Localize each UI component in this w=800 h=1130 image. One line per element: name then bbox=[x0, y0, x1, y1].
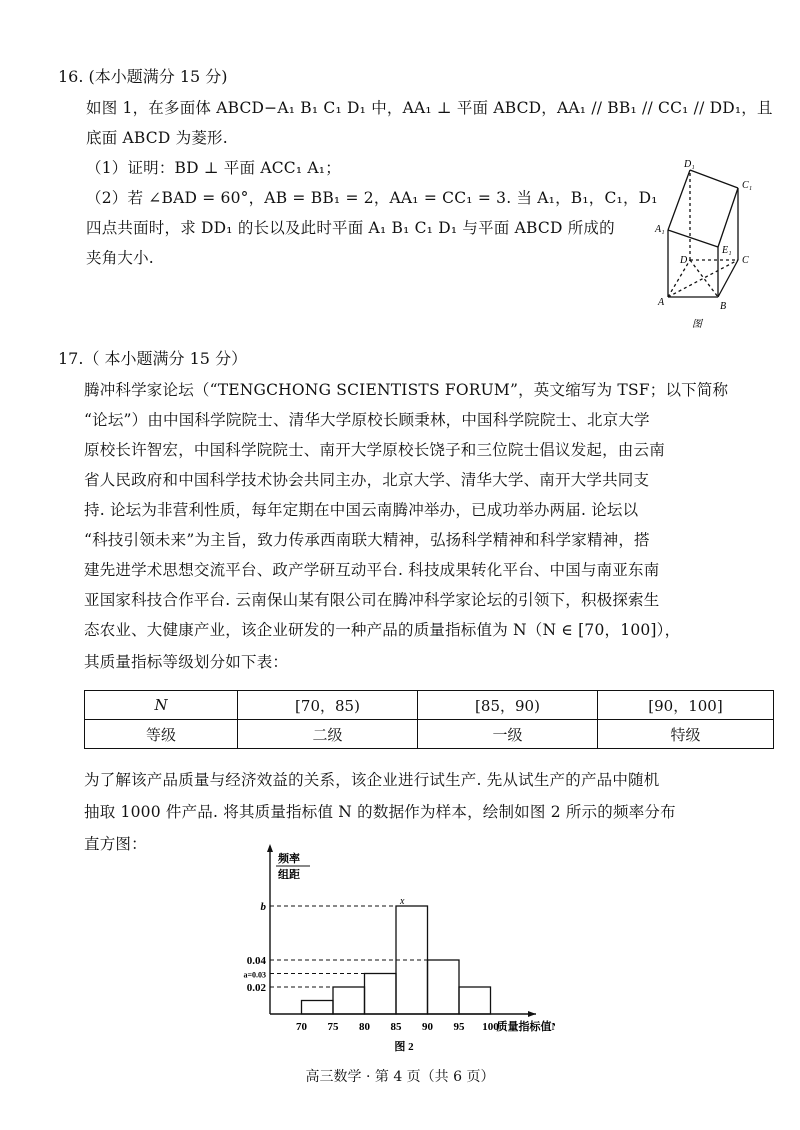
table-cell: 一级 bbox=[418, 720, 598, 749]
q17-line-8: 亚国家科技合作平台. 云南保山某有限公司在腾冲科学家论坛的引领下，积极探索生 bbox=[84, 591, 660, 609]
polyhedron-drawing bbox=[652, 155, 772, 335]
table-cell: N bbox=[85, 691, 238, 720]
figure-1-caption: 图 bbox=[692, 319, 702, 330]
x-tick-label: 75 bbox=[327, 1021, 339, 1033]
q17-line-1: 腾冲科学家论坛（“TENGCHONG SCIENTISTS FORUM”，英文缩写为 TSF；以下简称 bbox=[84, 381, 729, 399]
grade-table-header-row bbox=[85, 691, 774, 720]
q17-line-10: 其质量指标等级划分如下表： bbox=[84, 653, 289, 671]
histogram-svg bbox=[225, 842, 555, 1057]
q16-header: 16. (本小题满分 15 分) bbox=[58, 67, 228, 86]
table-cell: [70，85) bbox=[238, 691, 418, 720]
histogram-bar bbox=[428, 960, 460, 1014]
x-axis-arrow bbox=[528, 1011, 536, 1017]
table-cell: 特级 bbox=[598, 720, 774, 749]
label-C1: C₁ bbox=[742, 180, 753, 191]
y-axis-arrow bbox=[267, 844, 273, 852]
y-tick-label: 0.04 bbox=[246, 955, 266, 967]
histogram-bar bbox=[365, 974, 397, 1015]
figure-1-polyhedron bbox=[652, 155, 772, 335]
q17-line-3: 原校长许智宏，中国科学院院士、南开大学原校长饶子和三位院士倡议发起，由云南 bbox=[84, 441, 665, 459]
label-D1: D₁ bbox=[684, 159, 695, 170]
y-tick-label: b bbox=[260, 901, 266, 913]
page-footer: 高三数学 · 第 4 页（共 6 页） bbox=[305, 1069, 495, 1085]
q17-after-line-3: 直方图： bbox=[84, 835, 147, 853]
q17-line-6: “科技引领未来”为主旨，致力传承西南联大精神，弘扬科学精神和科学家精神，搭 bbox=[84, 531, 650, 549]
x-tick-label: 70 bbox=[296, 1021, 307, 1033]
x-tick-label: 100 bbox=[482, 1021, 499, 1033]
q16-line-5: 四点共面时，求 DD₁ 的长以及此时平面 A₁ B₁ C₁ D₁ 与平面 ABCD 所成的 bbox=[86, 219, 615, 237]
y-tick-label: a=0.03 bbox=[243, 970, 266, 980]
label-C: C bbox=[742, 255, 749, 266]
q16-line-6: 夹角大小. bbox=[86, 249, 154, 267]
histogram-figure-2 bbox=[225, 842, 555, 1057]
label-D: D bbox=[680, 255, 688, 266]
label-E1: E₁ bbox=[722, 245, 732, 256]
q17-line-7: 建先进学术思想交流平台、政产学研互动平台. 科技成果转化平台、中国与南亚东南 bbox=[84, 561, 660, 579]
table-cell: 等级 bbox=[85, 720, 238, 749]
label-A1: A₁ bbox=[655, 224, 665, 235]
x-tick-label: 95 bbox=[453, 1021, 465, 1033]
q17-header: 17.（ 本小题满分 15 分） bbox=[58, 349, 248, 368]
q17-after-line-2: 抽取 1000 件产品. 将其质量指标值 N 的数据作为样本，绘制如图 2 所示的频率分布 bbox=[84, 803, 676, 821]
bar-annotation: x bbox=[400, 896, 405, 907]
q17-line-5: 持. 论坛为非营利性质，每年定期在中国云南腾冲举办，已成功举办两届. 论坛以 bbox=[84, 501, 639, 519]
y-tick-label: 0.02 bbox=[246, 982, 266, 994]
q16-line-3: （1）证明：BD ⊥ 平面 ACC₁ A₁； bbox=[86, 159, 341, 177]
label-B: B bbox=[720, 301, 727, 312]
x-axis-label: 质量指标值N bbox=[496, 1021, 555, 1033]
histogram-bar bbox=[333, 987, 365, 1014]
q16-line-2: 底面 ABCD 为菱形. bbox=[86, 129, 228, 147]
histogram-bar bbox=[302, 1001, 334, 1015]
q17-line-9: 态农业、大健康产业，该企业研发的一种产品的质量指标值为 N（N ∈ [70，100]）， bbox=[84, 621, 681, 639]
q17-line-2: “论坛”）由中国科学院院士、清华大学原校长顾秉林，中国科学院院士、北京大学 bbox=[84, 411, 650, 429]
x-tick-label: 90 bbox=[422, 1021, 433, 1033]
q16-line-4: （2）若 ∠BAD = 60°，AB = BB₁ = 2，AA₁ = CC₁ = 3. 当 A₁，B₁，C₁，D₁ bbox=[86, 189, 658, 207]
grade-table bbox=[84, 690, 774, 749]
grade-table-row bbox=[85, 720, 774, 749]
q17-after-line-1: 为了解该产品质量与经济效益的关系，该企业进行试生产. 先从试生产的产品中随机 bbox=[84, 771, 660, 789]
table-cell: [90，100] bbox=[598, 691, 774, 720]
y-label-bottom: 组距 bbox=[278, 869, 300, 881]
histogram-caption: 图 2 bbox=[394, 1041, 414, 1053]
q16-line-1: 如图 1，在多面体 ABCD−A₁ B₁ C₁ D₁ 中，AA₁ ⊥ 平面 ABCD，AA₁ // BB₁ // CC₁ // DD₁，且 bbox=[86, 99, 773, 117]
x-tick-label: 85 bbox=[390, 1021, 402, 1033]
y-label-top: 频率 bbox=[278, 853, 300, 865]
table-cell: 二级 bbox=[238, 720, 418, 749]
histogram-bar bbox=[459, 987, 491, 1014]
table-cell: [85，90) bbox=[418, 691, 598, 720]
x-tick-label: 80 bbox=[359, 1021, 370, 1033]
label-A: A bbox=[658, 297, 665, 308]
q17-line-4: 省人民政府和中国科学技术协会共同主办，北京大学、清华大学、南开大学共同支 bbox=[84, 471, 650, 489]
